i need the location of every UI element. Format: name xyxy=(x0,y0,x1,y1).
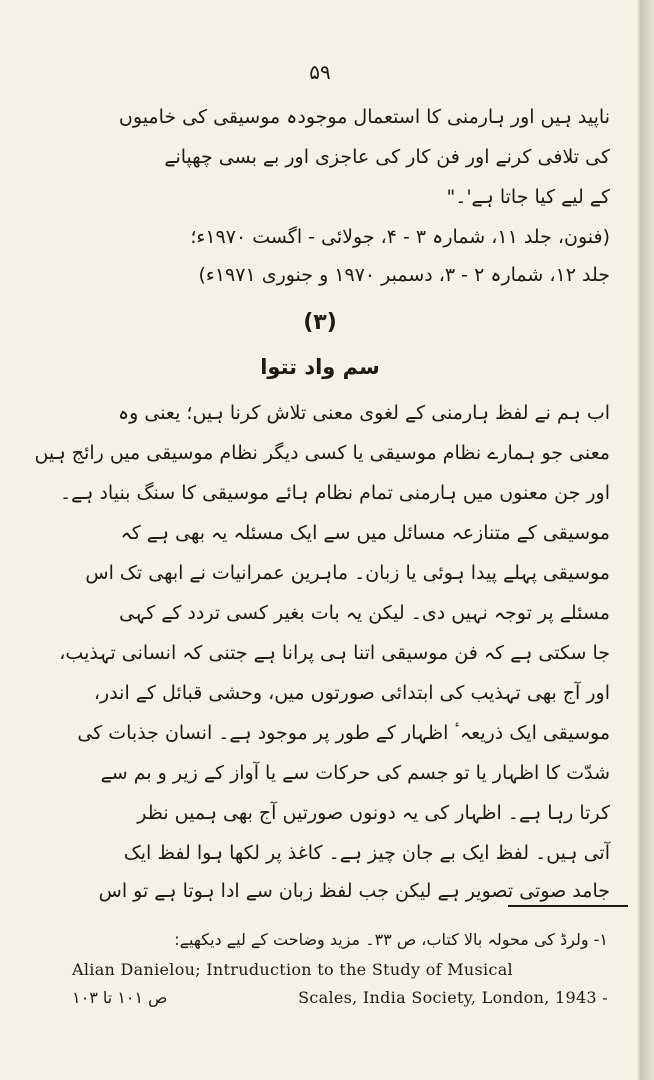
citation-line: (فنون، جلد ۱۱، شمارہ ۳ - ۴، جولائی - اگست ۱۹۷۰ء؛ xyxy=(190,226,610,248)
text-line: موسیقی کے متنازعہ مسائل میں سے ایک مسئلہ یہ بھی ہے کہ xyxy=(120,522,610,544)
page-edge xyxy=(640,0,654,1080)
section-number: (۳) xyxy=(303,310,337,335)
page-number: ۵۹ xyxy=(309,60,331,84)
footnote-divider xyxy=(508,905,628,907)
text-line: کی تلافی کرنے اور فن کار کی عاجزی اور بے بسی چھپانے xyxy=(164,146,610,168)
text-line: مسئلے پر توجہ نہیں دی۔ لیکن یہ بات بغیر کسی تردد کے کہی xyxy=(119,602,610,624)
text-line: موسیقی ایک ذریعہٴ اظہار کے طور پر موجود ہے۔ انسان جذبات کی xyxy=(77,722,610,744)
text-line: آتی ہیں۔ لفظ ایک بے جان چیز ہے۔ کاغذ پر لکھا ہوا لفظ ایک xyxy=(123,842,610,864)
text-line: شدّت کا اظہار یا تو جسم کی حرکات سے یا آواز کے زیر و بم سے xyxy=(100,762,610,784)
text-line: ناپید ہیں اور ہارمنی کا استعمال موجودہ موسیقی کی خامیوں xyxy=(118,106,610,128)
footnote-publisher: Scales, India Society, London, 1943 - xyxy=(298,988,608,1007)
footnote-last-line xyxy=(72,988,608,1007)
text-line: کے لیے کیا جاتا ہے'۔" xyxy=(446,186,610,208)
text-line: اور جن معنوں میں ہارمنی تمام نظام ہائے موسیقی کا سنگ بنیاد ہے۔ xyxy=(60,482,610,504)
footnote-pages: ص ۱۰۱ تا ۱۰۳ xyxy=(72,988,168,1007)
text-line: جامد صوتی تصویر ہے لیکن جب لفظ زبان سے ادا ہوتا ہے تو اس xyxy=(98,880,610,902)
footnote-line: ۱- ولرڈ کی محولہ بالا کتاب، ص ۳۳۔ مزید وضاحت کے لیے دیکھیے: xyxy=(174,930,608,949)
text-line: جا سکتی ہے کہ فن موسیقی اتنا ہی پرانا ہے جتنی کہ انسانی تہذیب، xyxy=(59,642,610,664)
text-line: اب ہم نے لفظ ہارمنی کے لغوی معنی تلاش کرنا ہیں؛ یعنی وہ xyxy=(118,402,610,424)
text-line: کرتا رہا ہے۔ اظہار کی یہ دونوں صورتیں آج بھی ہمیں نظر xyxy=(137,802,610,824)
text-line: موسیقی پہلے پیدا ہوئی یا زبان۔ ماہرین عمرانیات نے ابھی تک اس xyxy=(85,562,610,584)
text-line: اور آج بھی تہذیب کی ابتدائی صورتوں میں، وحشی قبائل کے اندر، xyxy=(93,682,610,704)
text-line: معنی جو ہمارے نظام موسیقی یا کسی دیگر نظام موسیقی میں رائج ہیں xyxy=(34,442,610,464)
footnote-reference: Alian Danielou; Intruduction to the Study of Musical xyxy=(72,960,513,979)
section-title: سم واد تتوا xyxy=(260,355,380,379)
citation-line: جلد ۱۲، شمارہ ۲ - ۳، دسمبر ۱۹۷۰ و جنوری ۱۹۷۱ء) xyxy=(198,264,610,286)
